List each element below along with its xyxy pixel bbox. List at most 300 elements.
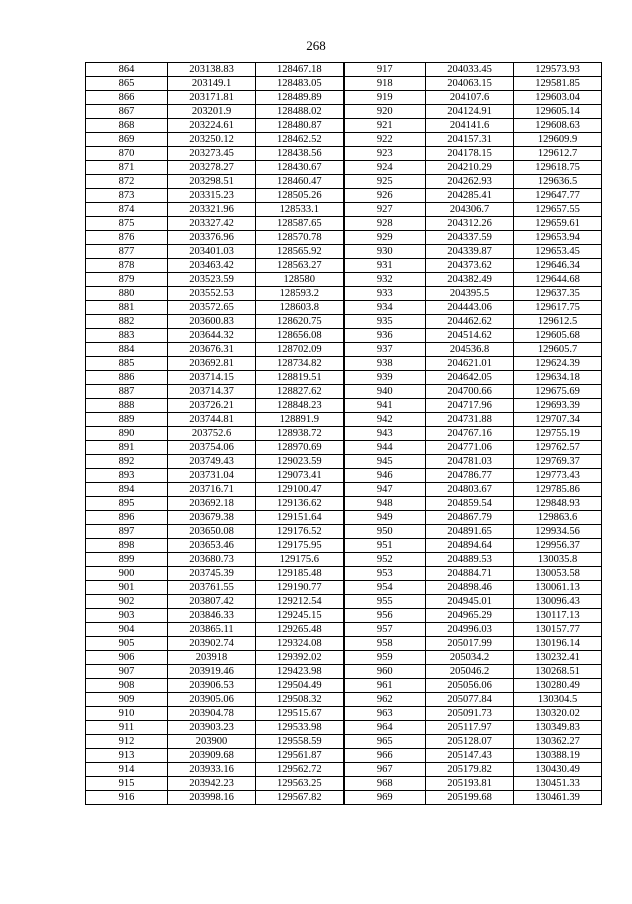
x-coordinate-cell: 204884.71	[426, 567, 514, 581]
x-coordinate-cell: 203138.83	[168, 63, 256, 77]
y-coordinate-cell: 129646.34	[514, 259, 602, 273]
point-number-cell: 902	[86, 595, 168, 609]
coordinates-table-body	[86, 63, 602, 805]
y-coordinate-cell: 130451.33	[514, 777, 602, 791]
x-coordinate-cell: 204063.15	[426, 77, 514, 91]
point-number-cell: 967	[344, 763, 426, 777]
table-row	[86, 707, 602, 721]
y-coordinate-cell: 129567.82	[256, 791, 344, 805]
y-coordinate-cell: 128467.18	[256, 63, 344, 77]
x-coordinate-cell: 203933.16	[168, 763, 256, 777]
x-coordinate-cell: 203807.42	[168, 595, 256, 609]
table-row	[86, 63, 602, 77]
point-number-cell: 879	[86, 273, 168, 287]
x-coordinate-cell: 204178.15	[426, 147, 514, 161]
x-coordinate-cell: 204965.29	[426, 609, 514, 623]
point-number-cell: 914	[86, 763, 168, 777]
table-row	[86, 413, 602, 427]
point-number-cell: 947	[344, 483, 426, 497]
x-coordinate-cell: 203998.16	[168, 791, 256, 805]
x-coordinate-cell: 203273.45	[168, 147, 256, 161]
x-coordinate-cell: 203754.06	[168, 441, 256, 455]
y-coordinate-cell: 129609.9	[514, 133, 602, 147]
point-number-cell: 953	[344, 567, 426, 581]
x-coordinate-cell: 204891.65	[426, 525, 514, 539]
x-coordinate-cell: 203171.81	[168, 91, 256, 105]
point-number-cell: 877	[86, 245, 168, 259]
point-number-cell: 898	[86, 539, 168, 553]
y-coordinate-cell: 129175.95	[256, 539, 344, 553]
point-number-cell: 885	[86, 357, 168, 371]
y-coordinate-cell: 129848.93	[514, 497, 602, 511]
point-number-cell: 944	[344, 441, 426, 455]
y-coordinate-cell: 128891.9	[256, 413, 344, 427]
y-coordinate-cell: 129617.75	[514, 301, 602, 315]
point-number-cell: 960	[344, 665, 426, 679]
y-coordinate-cell: 129637.35	[514, 287, 602, 301]
y-coordinate-cell: 129605.68	[514, 329, 602, 343]
x-coordinate-cell: 205147.43	[426, 749, 514, 763]
point-number-cell: 901	[86, 581, 168, 595]
table-row	[86, 245, 602, 259]
y-coordinate-cell: 129504.49	[256, 679, 344, 693]
x-coordinate-cell: 203401.03	[168, 245, 256, 259]
table-row	[86, 301, 602, 315]
point-number-cell: 927	[344, 203, 426, 217]
x-coordinate-cell: 204395.5	[426, 287, 514, 301]
table-row	[86, 637, 602, 651]
y-coordinate-cell: 129175.6	[256, 553, 344, 567]
table-row	[86, 119, 602, 133]
y-coordinate-cell: 129956.37	[514, 539, 602, 553]
x-coordinate-cell: 204717.96	[426, 399, 514, 413]
y-coordinate-cell: 129136.62	[256, 497, 344, 511]
x-coordinate-cell: 204033.45	[426, 63, 514, 77]
point-number-cell: 905	[86, 637, 168, 651]
y-coordinate-cell: 130268.51	[514, 665, 602, 679]
y-coordinate-cell: 128819.51	[256, 371, 344, 385]
point-number-cell: 935	[344, 315, 426, 329]
table-row	[86, 525, 602, 539]
y-coordinate-cell: 129212.54	[256, 595, 344, 609]
y-coordinate-cell: 129707.34	[514, 413, 602, 427]
x-coordinate-cell: 203903.23	[168, 721, 256, 735]
y-coordinate-cell: 129659.61	[514, 217, 602, 231]
x-coordinate-cell: 204803.67	[426, 483, 514, 497]
y-coordinate-cell: 128430.67	[256, 161, 344, 175]
point-number-cell: 955	[344, 595, 426, 609]
point-number-cell: 925	[344, 175, 426, 189]
table-row	[86, 497, 602, 511]
point-number-cell: 926	[344, 189, 426, 203]
y-coordinate-cell: 128505.26	[256, 189, 344, 203]
point-number-cell: 934	[344, 301, 426, 315]
y-coordinate-cell: 129612.7	[514, 147, 602, 161]
point-number-cell: 930	[344, 245, 426, 259]
table-row	[86, 693, 602, 707]
y-coordinate-cell: 129605.7	[514, 343, 602, 357]
y-coordinate-cell: 128460.47	[256, 175, 344, 189]
point-number-cell: 890	[86, 427, 168, 441]
point-number-cell: 907	[86, 665, 168, 679]
x-coordinate-cell: 204157.31	[426, 133, 514, 147]
table-row	[86, 749, 602, 763]
table-row	[86, 581, 602, 595]
y-coordinate-cell: 130053.58	[514, 567, 602, 581]
x-coordinate-cell: 204621.01	[426, 357, 514, 371]
x-coordinate-cell: 203904.78	[168, 707, 256, 721]
table-row	[86, 357, 602, 371]
point-number-cell: 911	[86, 721, 168, 735]
y-coordinate-cell: 129647.77	[514, 189, 602, 203]
x-coordinate-cell: 203321.96	[168, 203, 256, 217]
y-coordinate-cell: 129508.32	[256, 693, 344, 707]
x-coordinate-cell: 205046.2	[426, 665, 514, 679]
point-number-cell: 903	[86, 609, 168, 623]
x-coordinate-cell: 203905.06	[168, 693, 256, 707]
point-number-cell: 894	[86, 483, 168, 497]
table-row	[86, 161, 602, 175]
table-row	[86, 105, 602, 119]
x-coordinate-cell: 203315.23	[168, 189, 256, 203]
point-number-cell: 886	[86, 371, 168, 385]
point-number-cell: 866	[86, 91, 168, 105]
x-coordinate-cell: 203679.38	[168, 511, 256, 525]
y-coordinate-cell: 130430.49	[514, 763, 602, 777]
page-number: 268	[306, 38, 326, 53]
point-number-cell: 919	[344, 91, 426, 105]
x-coordinate-cell: 203744.81	[168, 413, 256, 427]
x-coordinate-cell: 205128.07	[426, 735, 514, 749]
y-coordinate-cell: 129603.04	[514, 91, 602, 105]
point-number-cell: 887	[86, 385, 168, 399]
x-coordinate-cell: 205199.68	[426, 791, 514, 805]
y-coordinate-cell: 129653.94	[514, 231, 602, 245]
point-number-cell: 963	[344, 707, 426, 721]
x-coordinate-cell: 203942.23	[168, 777, 256, 791]
x-coordinate-cell: 204337.59	[426, 231, 514, 245]
x-coordinate-cell: 203749.43	[168, 455, 256, 469]
y-coordinate-cell: 130096.43	[514, 595, 602, 609]
table-row	[86, 371, 602, 385]
x-coordinate-cell: 203653.46	[168, 539, 256, 553]
x-coordinate-cell: 203201.9	[168, 105, 256, 119]
x-coordinate-cell: 203644.32	[168, 329, 256, 343]
y-coordinate-cell: 130232.41	[514, 651, 602, 665]
x-coordinate-cell: 204443.06	[426, 301, 514, 315]
x-coordinate-cell: 204859.54	[426, 497, 514, 511]
y-coordinate-cell: 129324.08	[256, 637, 344, 651]
x-coordinate-cell: 203680.73	[168, 553, 256, 567]
point-number-cell: 871	[86, 161, 168, 175]
point-number-cell: 878	[86, 259, 168, 273]
y-coordinate-cell: 129762.57	[514, 441, 602, 455]
y-coordinate-cell: 129573.93	[514, 63, 602, 77]
x-coordinate-cell: 203900	[168, 735, 256, 749]
x-coordinate-cell: 203846.33	[168, 609, 256, 623]
y-coordinate-cell: 128656.08	[256, 329, 344, 343]
table-row	[86, 91, 602, 105]
y-coordinate-cell: 130196.14	[514, 637, 602, 651]
y-coordinate-cell: 129634.18	[514, 371, 602, 385]
table-row	[86, 679, 602, 693]
table-row	[86, 623, 602, 637]
y-coordinate-cell: 129618.75	[514, 161, 602, 175]
y-coordinate-cell: 129245.15	[256, 609, 344, 623]
y-coordinate-cell: 130117.13	[514, 609, 602, 623]
point-number-cell: 889	[86, 413, 168, 427]
x-coordinate-cell: 204945.01	[426, 595, 514, 609]
x-coordinate-cell: 205193.81	[426, 777, 514, 791]
x-coordinate-cell: 203902.74	[168, 637, 256, 651]
x-coordinate-cell: 203745.39	[168, 567, 256, 581]
point-number-cell: 922	[344, 133, 426, 147]
x-coordinate-cell: 203714.15	[168, 371, 256, 385]
y-coordinate-cell: 129755.19	[514, 427, 602, 441]
x-coordinate-cell: 204306.7	[426, 203, 514, 217]
table-row	[86, 595, 602, 609]
x-coordinate-cell: 204312.26	[426, 217, 514, 231]
y-coordinate-cell: 129675.69	[514, 385, 602, 399]
x-coordinate-cell: 205017.99	[426, 637, 514, 651]
point-number-cell: 962	[344, 693, 426, 707]
point-number-cell: 949	[344, 511, 426, 525]
y-coordinate-cell: 129423.98	[256, 665, 344, 679]
point-number-cell: 864	[86, 63, 168, 77]
point-number-cell: 948	[344, 497, 426, 511]
y-coordinate-cell: 130280.49	[514, 679, 602, 693]
point-number-cell: 888	[86, 399, 168, 413]
y-coordinate-cell: 129100.47	[256, 483, 344, 497]
y-coordinate-cell: 129653.45	[514, 245, 602, 259]
y-coordinate-cell: 129773.43	[514, 469, 602, 483]
y-coordinate-cell: 130320.02	[514, 707, 602, 721]
table-row	[86, 399, 602, 413]
table-row	[86, 273, 602, 287]
x-coordinate-cell: 204898.46	[426, 581, 514, 595]
table-row	[86, 175, 602, 189]
y-coordinate-cell: 129785.86	[514, 483, 602, 497]
y-coordinate-cell: 129151.64	[256, 511, 344, 525]
y-coordinate-cell: 129392.02	[256, 651, 344, 665]
x-coordinate-cell: 203327.42	[168, 217, 256, 231]
x-coordinate-cell: 203149.1	[168, 77, 256, 91]
point-number-cell: 880	[86, 287, 168, 301]
x-coordinate-cell: 205056.06	[426, 679, 514, 693]
y-coordinate-cell: 129769.37	[514, 455, 602, 469]
point-number-cell: 924	[344, 161, 426, 175]
y-coordinate-cell: 129644.68	[514, 273, 602, 287]
point-number-cell: 904	[86, 623, 168, 637]
point-number-cell: 943	[344, 427, 426, 441]
x-coordinate-cell: 204262.93	[426, 175, 514, 189]
x-coordinate-cell: 204996.03	[426, 623, 514, 637]
table-row	[86, 777, 602, 791]
point-number-cell: 874	[86, 203, 168, 217]
x-coordinate-cell: 203298.51	[168, 175, 256, 189]
y-coordinate-cell: 128565.92	[256, 245, 344, 259]
table-row	[86, 651, 602, 665]
y-coordinate-cell: 128488.02	[256, 105, 344, 119]
point-number-cell: 906	[86, 651, 168, 665]
table-row	[86, 567, 602, 581]
x-coordinate-cell: 204462.62	[426, 315, 514, 329]
y-coordinate-cell: 128970.69	[256, 441, 344, 455]
table-row	[86, 315, 602, 329]
y-coordinate-cell: 128620.75	[256, 315, 344, 329]
table-row	[86, 427, 602, 441]
point-number-cell: 883	[86, 329, 168, 343]
x-coordinate-cell: 203552.53	[168, 287, 256, 301]
point-number-cell: 938	[344, 357, 426, 371]
x-coordinate-cell: 204767.16	[426, 427, 514, 441]
point-number-cell: 920	[344, 105, 426, 119]
x-coordinate-cell: 204514.62	[426, 329, 514, 343]
x-coordinate-cell: 203250.12	[168, 133, 256, 147]
point-number-cell: 928	[344, 217, 426, 231]
x-coordinate-cell: 204339.87	[426, 245, 514, 259]
y-coordinate-cell: 129934.56	[514, 525, 602, 539]
x-coordinate-cell: 204700.66	[426, 385, 514, 399]
point-number-cell: 956	[344, 609, 426, 623]
point-number-cell: 881	[86, 301, 168, 315]
x-coordinate-cell: 205091.73	[426, 707, 514, 721]
table-row	[86, 763, 602, 777]
y-coordinate-cell: 128462.52	[256, 133, 344, 147]
point-number-cell: 891	[86, 441, 168, 455]
y-coordinate-cell: 128483.05	[256, 77, 344, 91]
table-row	[86, 665, 602, 679]
point-number-cell: 946	[344, 469, 426, 483]
x-coordinate-cell: 204781.03	[426, 455, 514, 469]
table-row	[86, 539, 602, 553]
x-coordinate-cell: 204771.06	[426, 441, 514, 455]
table-row	[86, 231, 602, 245]
y-coordinate-cell: 128938.72	[256, 427, 344, 441]
point-number-cell: 933	[344, 287, 426, 301]
point-number-cell: 872	[86, 175, 168, 189]
point-number-cell: 910	[86, 707, 168, 721]
x-coordinate-cell: 205034.2	[426, 651, 514, 665]
y-coordinate-cell: 128603.8	[256, 301, 344, 315]
y-coordinate-cell: 129515.67	[256, 707, 344, 721]
y-coordinate-cell: 128580	[256, 273, 344, 287]
table-row	[86, 133, 602, 147]
x-coordinate-cell: 203906.53	[168, 679, 256, 693]
table-row	[86, 483, 602, 497]
x-coordinate-cell: 204731.88	[426, 413, 514, 427]
x-coordinate-cell: 203918	[168, 651, 256, 665]
point-number-cell: 929	[344, 231, 426, 245]
table-row	[86, 287, 602, 301]
point-number-cell: 940	[344, 385, 426, 399]
point-number-cell: 950	[344, 525, 426, 539]
point-number-cell: 941	[344, 399, 426, 413]
point-number-cell: 865	[86, 77, 168, 91]
x-coordinate-cell: 203278.27	[168, 161, 256, 175]
y-coordinate-cell: 129176.52	[256, 525, 344, 539]
coordinates-table	[85, 62, 602, 805]
point-number-cell: 917	[344, 63, 426, 77]
point-number-cell: 945	[344, 455, 426, 469]
point-number-cell: 896	[86, 511, 168, 525]
point-number-cell: 897	[86, 525, 168, 539]
point-number-cell: 965	[344, 735, 426, 749]
table-row	[86, 441, 602, 455]
point-number-cell: 875	[86, 217, 168, 231]
y-coordinate-cell: 129624.39	[514, 357, 602, 371]
x-coordinate-cell: 204285.41	[426, 189, 514, 203]
point-number-cell: 893	[86, 469, 168, 483]
point-number-cell: 892	[86, 455, 168, 469]
x-coordinate-cell: 203692.81	[168, 357, 256, 371]
x-coordinate-cell: 205179.82	[426, 763, 514, 777]
point-number-cell: 931	[344, 259, 426, 273]
point-number-cell: 916	[86, 791, 168, 805]
x-coordinate-cell: 204141.6	[426, 119, 514, 133]
y-coordinate-cell: 128734.82	[256, 357, 344, 371]
table-row	[86, 455, 602, 469]
point-number-cell: 954	[344, 581, 426, 595]
x-coordinate-cell: 204382.49	[426, 273, 514, 287]
y-coordinate-cell: 129561.87	[256, 749, 344, 763]
x-coordinate-cell: 204107.6	[426, 91, 514, 105]
y-coordinate-cell: 130035.8	[514, 553, 602, 567]
point-number-cell: 942	[344, 413, 426, 427]
point-number-cell: 868	[86, 119, 168, 133]
table-row	[86, 77, 602, 91]
y-coordinate-cell: 129533.98	[256, 721, 344, 735]
y-coordinate-cell: 129190.77	[256, 581, 344, 595]
point-number-cell: 966	[344, 749, 426, 763]
point-number-cell: 936	[344, 329, 426, 343]
point-number-cell: 915	[86, 777, 168, 791]
table-row	[86, 259, 602, 273]
x-coordinate-cell: 205117.97	[426, 721, 514, 735]
y-coordinate-cell: 129657.55	[514, 203, 602, 217]
point-number-cell: 957	[344, 623, 426, 637]
point-number-cell: 932	[344, 273, 426, 287]
x-coordinate-cell: 204867.79	[426, 511, 514, 525]
x-coordinate-cell: 204373.62	[426, 259, 514, 273]
y-coordinate-cell: 129563.25	[256, 777, 344, 791]
y-coordinate-cell: 130362.27	[514, 735, 602, 749]
y-coordinate-cell: 128827.62	[256, 385, 344, 399]
y-coordinate-cell: 128587.65	[256, 217, 344, 231]
y-coordinate-cell: 129073.41	[256, 469, 344, 483]
x-coordinate-cell: 203676.31	[168, 343, 256, 357]
y-coordinate-cell: 128848.23	[256, 399, 344, 413]
point-number-cell: 961	[344, 679, 426, 693]
table-row	[86, 511, 602, 525]
x-coordinate-cell: 203909.68	[168, 749, 256, 763]
x-coordinate-cell: 205077.84	[426, 693, 514, 707]
y-coordinate-cell: 129863.6	[514, 511, 602, 525]
x-coordinate-cell: 204210.29	[426, 161, 514, 175]
x-coordinate-cell: 203692.18	[168, 497, 256, 511]
table-row	[86, 609, 602, 623]
point-number-cell: 959	[344, 651, 426, 665]
table-row	[86, 147, 602, 161]
point-number-cell: 923	[344, 147, 426, 161]
x-coordinate-cell: 203731.04	[168, 469, 256, 483]
table-row	[86, 329, 602, 343]
point-number-cell: 913	[86, 749, 168, 763]
x-coordinate-cell: 203600.83	[168, 315, 256, 329]
x-coordinate-cell: 204786.77	[426, 469, 514, 483]
point-number-cell: 918	[344, 77, 426, 91]
y-coordinate-cell: 130349.83	[514, 721, 602, 735]
